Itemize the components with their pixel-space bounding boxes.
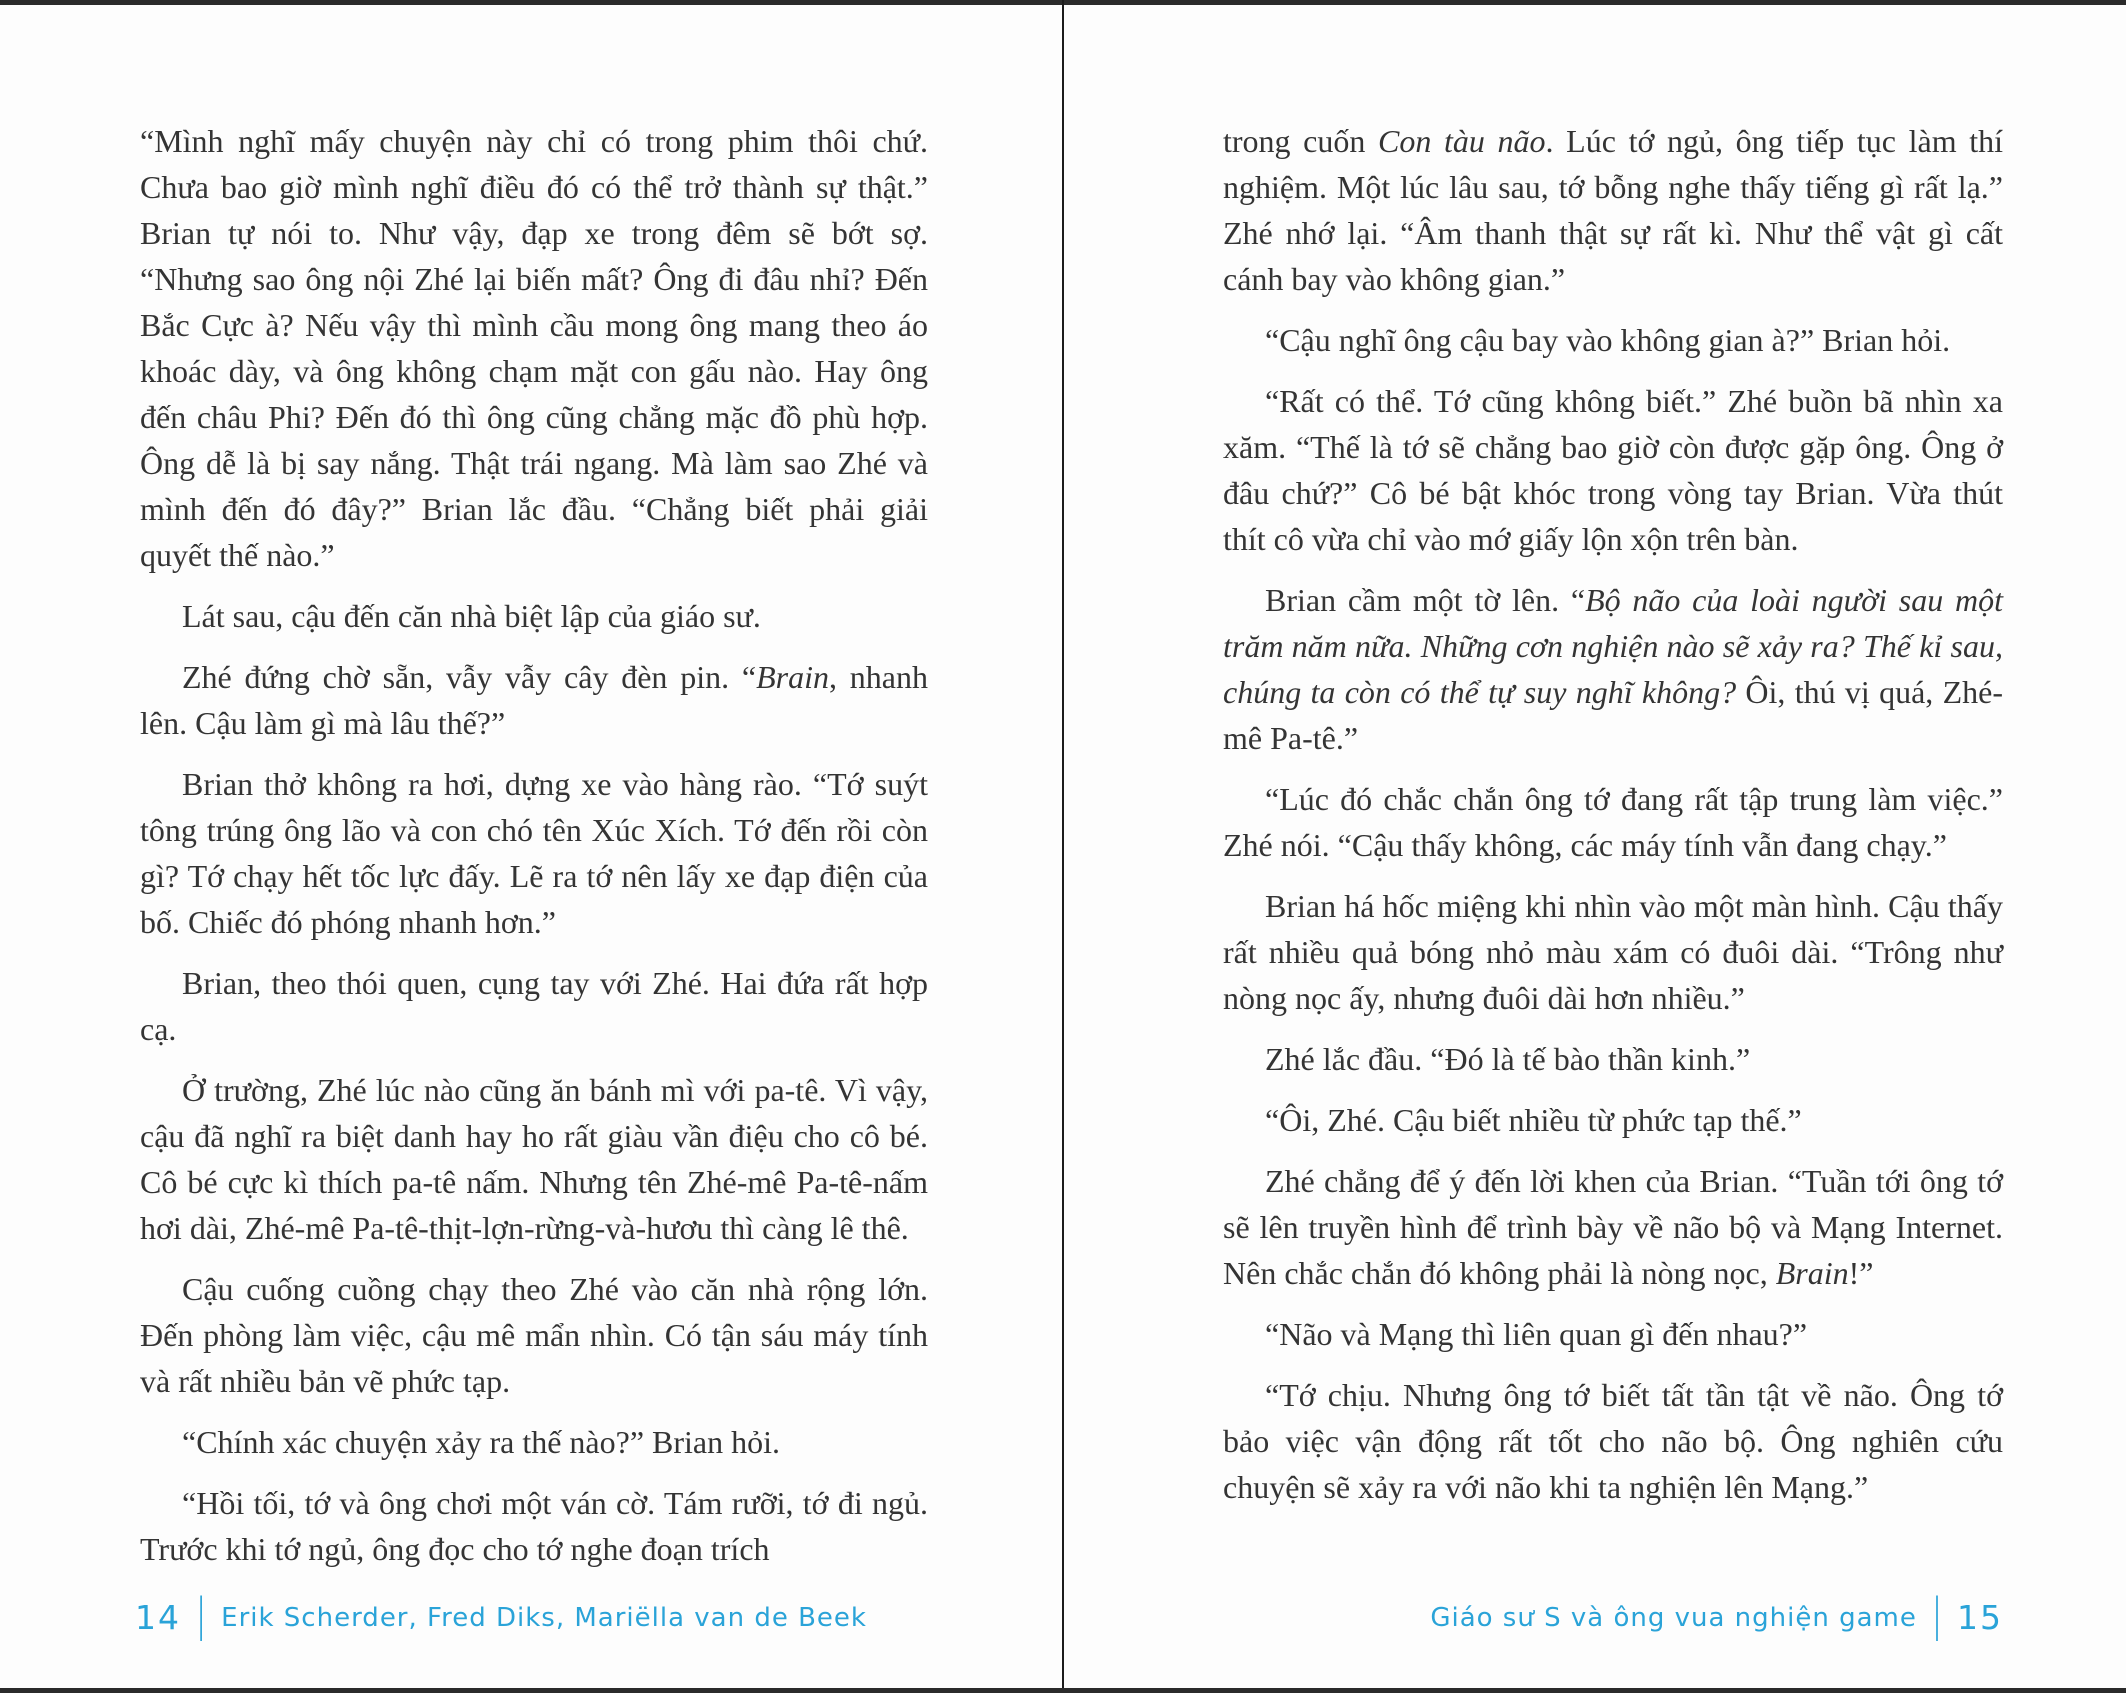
paragraph <box>1223 1158 2003 1296</box>
text-run: Zhé lắc đầu. “Đó là tế bào thần kinh.” <box>1265 1041 1751 1077</box>
bottom-edge-bar <box>0 1688 2126 1693</box>
text-run: Brian há hốc miệng khi nhìn vào một màn hình. Cậu thấy rất nhiều quả bóng nhỏ màu xám có đuôi dài. “Trông như nòng nọc ấy, nhưng đuôi dài hơn nhiều.” <box>1223 888 2003 1016</box>
footer-authors: Erik Scherder, Fred Diks, Mariëlla van de Beek <box>221 1602 867 1633</box>
paragraph <box>140 1480 928 1572</box>
paragraph <box>140 654 928 746</box>
paragraph <box>140 1419 928 1465</box>
footer-book-title: Giáo sư S và ông vua nghiện game <box>1430 1602 1917 1633</box>
text-run: “Lúc đó chắc chắn ông tớ đang rất tập trung làm việc.” Zhé nói. “Cậu thấy không, các máy tính vẫn đang chạy.” <box>1223 781 2003 863</box>
page-right <box>1063 0 2126 1693</box>
paragraph <box>140 593 928 639</box>
italic-text-run: Con tàu não <box>1378 123 1546 159</box>
page-left-text <box>140 118 928 1587</box>
text-run: Zhé đứng chờ sẵn, vẫy vẫy cây đèn pin. “ <box>182 659 757 695</box>
italic-text-run: Brain <box>1775 1255 1849 1291</box>
text-run: “Cậu nghĩ ông cậu bay vào không gian à?” Brian hỏi. <box>1265 322 1951 358</box>
text-run: “Mình nghĩ mấy chuyện này chỉ có trong phim thôi chứ. Chưa bao giờ mình nghĩ điều đó có thể trở thành sự thật.” Brian tự nói to. Như vậy, đạp xe trong đêm sẽ bớt sợ. “Nhưng sao ông nội Zhé lại biến mất? Ông đi đâu nhỉ? Đến Bắc Cực à? Nếu vậy thì mình cầu mong ông mang theo áo khoác dày, và ông không chạm mặt con gấu nào. Hay ông đến châu Phi? Đến đó thì ông cũng chẳng mặc đồ phù hợp. Ông dễ là bị say nắng. Thật trái ngang. Mà làm sao Zhé và mình đến đó đây?” Brian lắc đầu. “Chẳng biết phải giải quyết thế nào.” <box>140 123 928 573</box>
text-run: Brian, theo thói quen, cụng tay với Zhé. Hai đứa rất hợp cạ. <box>140 965 928 1047</box>
text-run: “Não và Mạng thì liên quan gì đến nhau?” <box>1265 1316 1808 1352</box>
footer-separator-right: | <box>1930 1589 1943 1642</box>
paragraph <box>140 1067 928 1251</box>
text-run: Ở trường, Zhé lúc nào cũng ăn bánh mì với pa-tê. Vì vậy, cậu đã nghĩ ra biệt danh hay ho rất giàu vần điệu cho cô bé. Cô bé cực kì thích pa-tê nấm. Nhưng tên Zhé-mê Pa-tê-nấm hơi dài, Zhé-mê Pa-tê-thịt-lợn-rừng-và-hươu thì càng lê thê. <box>140 1072 928 1246</box>
paragraph <box>1223 1036 2003 1082</box>
paragraph <box>140 1266 928 1404</box>
text-run: “Rất có thể. Tớ cũng không biết.” Zhé buồn bã nhìn xa xăm. “Thế là tớ sẽ chẳng bao giờ còn được gặp ông. Ông ở đâu chứ?” Cô bé bật khóc trong vòng tay Brian. Vừa thút thít cô vừa chỉ vào mớ giấy lộn xộn trên bàn. <box>1223 383 2003 557</box>
paragraph <box>1223 883 2003 1021</box>
paragraph <box>1223 1097 2003 1143</box>
text-run: . Lúc tớ ngủ, ông tiếp tục làm thí nghiệm. Một lúc lâu sau, tớ bỗng nghe thấy tiếng gì rất lạ.” Zhé nhớ lại. “Âm thanh thật sự rất kì. Như thể vật gì cất cánh bay vào không gian.” <box>1223 123 2004 297</box>
page-right-footer <box>1063 1589 2126 1643</box>
text-run: Zhé chẳng để ý đến lời khen của Brian. “Tuần tới ông tớ sẽ lên truyền hình để trình bày về não bộ và Mạng Internet. Nên chắc chắn đó không phải là nòng nọc, <box>1223 1163 2003 1291</box>
text-run: Brian cầm một tờ lên. “ <box>1265 582 1586 618</box>
paragraph <box>1223 317 2003 363</box>
paragraph <box>140 761 928 945</box>
page-left-footer <box>0 1589 1063 1643</box>
text-run: “Chính xác chuyện xảy ra thế nào?” Brian hỏi. <box>182 1424 780 1460</box>
footer-separator-left: | <box>195 1589 208 1642</box>
paragraph <box>1223 1372 2003 1510</box>
italic-text-run: Bộ não của loài người sau một trăm năm nữa. Những cơn nghiện nào sẽ xảy ra? Thế kỉ sau, chúng ta còn có thể tự suy nghĩ không? <box>1223 582 2004 710</box>
text-run: “Hồi tối, tớ và ông chơi một ván cờ. Tám rưỡi, tớ đi ngủ. Trước khi tớ ngủ, ông đọc cho tớ nghe đoạn trích <box>140 1485 928 1567</box>
text-run: Brian thở không ra hơi, dựng xe vào hàng rào. “Tớ suýt tông trúng ông lão và con chó tên Xúc Xích. Tớ đến rồi còn gì? Tớ chạy hết tốc lực đấy. Lẽ ra tớ nên lấy xe đạp điện của bố. Chiếc đó phóng nhanh hơn.” <box>140 766 928 940</box>
page-number-left: 14 <box>135 1598 181 1637</box>
text-run: Lát sau, cậu đến căn nhà biệt lập của giáo sư. <box>182 598 761 634</box>
text-run: , nhanh lên. Cậu làm gì mà lâu thế?” <box>140 659 929 741</box>
paragraph <box>1223 577 2003 761</box>
paragraph <box>1223 776 2003 868</box>
text-run: Cậu cuống cuồng chạy theo Zhé vào căn nhà rộng lớn. Đến phòng làm việc, cậu mê mẩn nhìn. Có tận sáu máy tính và rất nhiều bản vẽ phức tạp. <box>140 1271 928 1399</box>
paragraph <box>1223 118 2003 302</box>
page-number-right: 15 <box>1957 1598 2003 1637</box>
text-run: !” <box>1848 1255 1874 1291</box>
text-run: trong cuốn <box>1223 123 1379 159</box>
text-run: Ôi, thú vị quá, Zhé-mê Pa-tê.” <box>1223 674 2004 756</box>
paragraph <box>1223 378 2003 562</box>
paragraph <box>140 960 928 1052</box>
text-run: “Tớ chịu. Nhưng ông tớ biết tất tần tật về não. Ông tớ bảo việc vận động rất tốt cho não bộ. Ông nghiên cứu chuyện sẽ xảy ra với não khi ta nghiện lên Mạng.” <box>1223 1377 2003 1505</box>
paragraph <box>1223 1311 2003 1357</box>
italic-text-run: Brain <box>756 659 830 695</box>
page-right-text <box>1223 118 2003 1525</box>
paragraph <box>140 118 928 578</box>
text-run: “Ôi, Zhé. Cậu biết nhiều từ phức tạp thế.” <box>1265 1102 1802 1138</box>
